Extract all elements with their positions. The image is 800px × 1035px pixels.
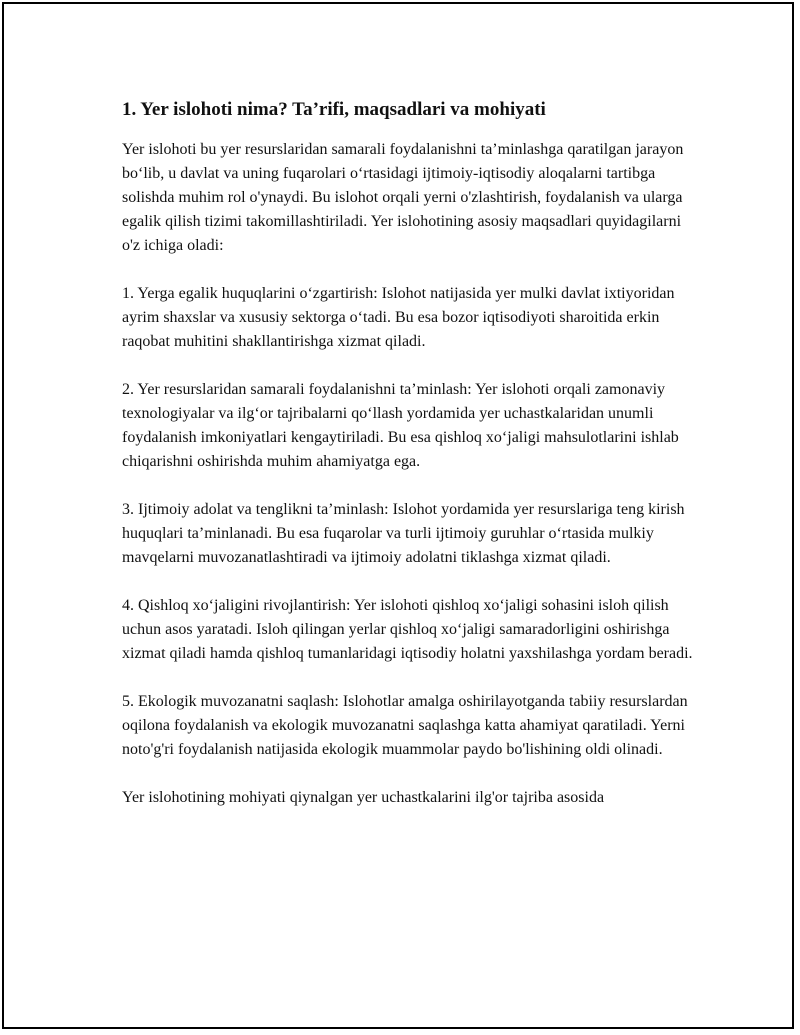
section-heading: 1. Yer islohoti nima? Ta’rifi, maqsadlari va mohiyati: [122, 99, 546, 120]
document-body: [122, 94, 702, 834]
paragraph-item-1: 1. Yerga egalik huquqlarini o‘zgartirish: Islohot natijasida yer mulki davlat ixtiyoridan ayrim shaxslar va xususiy sektorga o‘tadi. Bu esa bozor iqtisodiyoti sharoitida erkin raqobat muhitini shakllantirishga xizmat qiladi.: [122, 285, 675, 350]
paragraph-item-2: 2. Yer resurslaridan samarali foydalanishni ta’minlash: Yer islohoti orqali zamonaviy texnologiyalar va ilg‘or tajribalarni qo‘llash yordamida yer uchastkalaridan unumli foydalanish imkoniyatlari kengaytiriladi. Bu esa qishloq xo‘jaligi mahsulotlarini ishlab chiqarishni oshirishda muhim ahamiyatga ega.: [122, 381, 679, 470]
paragraph-item-4: 4. Qishloq xo‘jaligini rivojlantirish: Yer islohoti qishloq xo‘jaligi sohasini isloh qilish uchun asos yaratadi. Isloh qilingan yerlar qishloq xo‘jaligi samaradorligini oshirishga xizmat qiladi hamda qishloq tumanlaridagi iqtisodiy holatni yaxshilashga yordam beradi.: [122, 597, 693, 662]
paragraph-item-5: 5. Ekologik muvozanatni saqlash: Islohotlar amalga oshirilayotganda tabiiy resurslardan oqilona foydalanish va ekologik muvozanatni saqlashga katta ahamiyat qaratiladi. Yerni noto'g'ri foydalanish natijasida ekologik muammolar paydo bo'lishining oldi olinadi.: [122, 693, 688, 758]
page-frame: [2, 2, 794, 1029]
closing-paragraph: Yer islohotining mohiyati qiynalgan yer uchastkalarini ilg'or tajriba asosida: [122, 789, 605, 806]
paragraph-item-3: 3. Ijtimoiy adolat va tenglikni ta’minlash: Islohot yordamida yer resurslariga teng kirish huquqlari ta’minlanadi. Bu esa fuqarolar va turli ijtimoiy guruhlar o‘rtasida mulkiy mavqelarni muvozanatlashtiradi va ijtimoiy adolatni tiklashga xizmat qiladi.: [122, 501, 685, 566]
intro-paragraph: Yer islohoti bu yer resurslaridan samarali foydalanishni ta’minlashga qaratilgan jarayon bo‘lib, u davlat va uning fuqarolari o‘rtasidagi ijtimoiy-iqtisodiy aloqalarni tartibga solishda muhim rol o'ynaydi. Bu islohot orqali yerni o'zlashtirish, foydalanish va ularga egalik qilish tizimi takomillashtiriladi. Yer islohotining asosiy maqsadlari quyidagilarni o'z ichiga oladi:: [122, 141, 684, 254]
